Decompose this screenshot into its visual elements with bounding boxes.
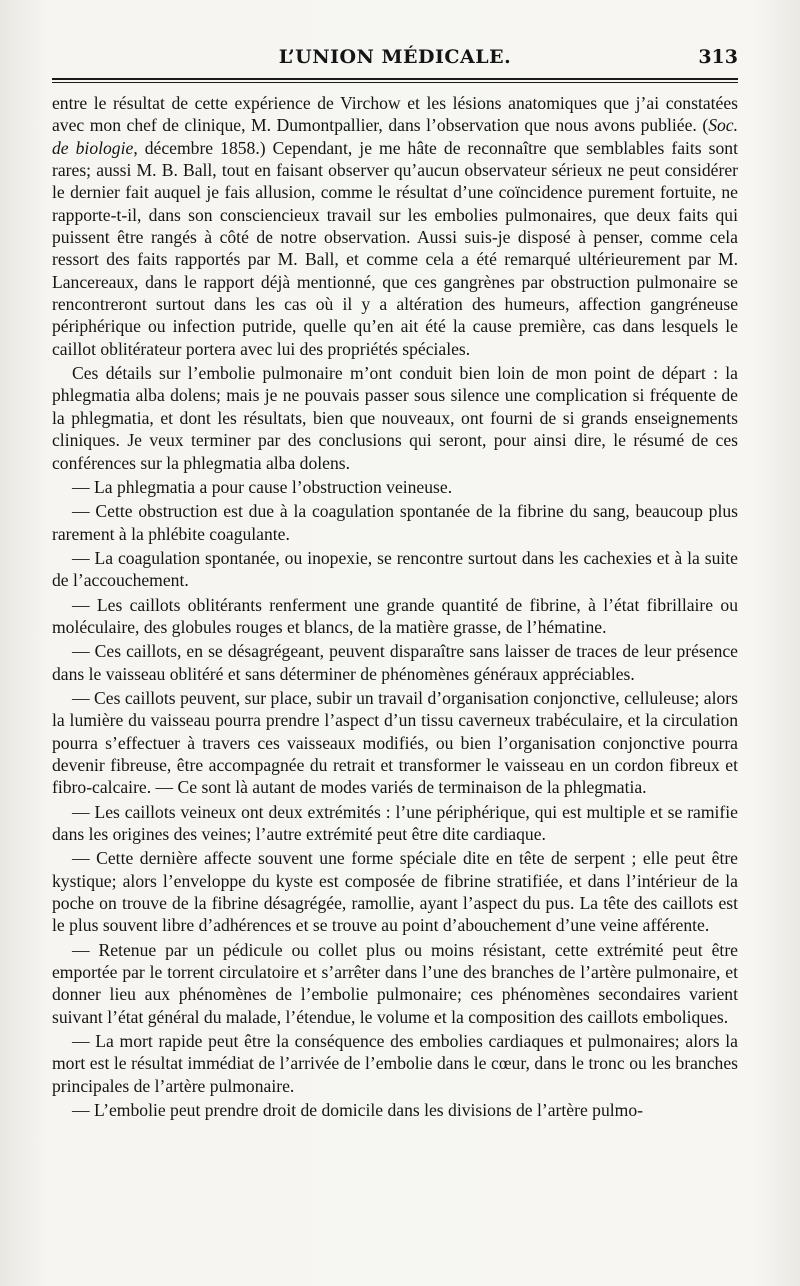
conclusion-item: — Retenue par un pédicule ou collet plus ou moins résistant, cette extrémité peut être emportée par le torrent circulatoire et s’arrêter dans l’une des branches de l’artère pulmonaire, et donner lieu aux phénomènes de l’embolie pulmonaire; ces phénomènes secondaires varient suivant l’état général du malade, l’étendue, le volume et la composition des caillots emboliques.: [52, 939, 738, 1027]
conclusion-item: — La phlegmatia a pour cause l’obstruction veineuse.: [72, 476, 453, 497]
conclusion-item: — Cette obstruction est due à la coagulation spontanée de la fibrine du sang, beaucoup plus rarement à la phlébite coagulante.: [52, 501, 738, 544]
conclusion-item: — L’embolie peut prendre droit de domicile dans les divisions de l’artère pulmo-: [72, 1100, 643, 1121]
conclusion-item: — Ces caillots, en se désagrégeant, peuvent disparaître sans laisser de traces de leur présence dans le vaisseau oblitéré et sans déterminer de phénomènes généraux appréciables.: [52, 641, 738, 684]
paragraph-text: entre le résultat de cette expérience de Virchow et les lésions anatomiques que j’ai constatées avec mon chef de clinique, M. Dumontpallier, dans l’observation que nous avons publiée. (: [52, 93, 738, 136]
running-title: L’UNION MÉDICALE.: [278, 46, 512, 68]
conclusion-item: — Les caillots oblitérants renferment une grande quantité de fibrine, à l’état fibrillaire ou moléculaire, des globules rouges et blancs, de la matière grasse, de l’hématine.: [52, 594, 738, 637]
body-text: [52, 92, 738, 1121]
page-number: 313: [698, 46, 738, 68]
page-header: [52, 44, 738, 74]
header-rule-thin: [52, 82, 738, 83]
conclusion-item: — Ces caillots peuvent, sur place, subir un travail d’organisation conjonctive, celluleuse; alors la lumière du vaisseau pourra prendre l’aspect d’un tissu caverneux trabéculaire, et la circulation pourra s’effectuer à travers ces vaisseaux modifiés, ou bien l’organisation conjonctive pourra devenir fibreuse, être accompagnée du retrait et transformer le vaisseau en un cordon fibreux et fibro-calcaire. — Ce sont là autant de modes variés de terminaison de la phlegmatia.: [52, 687, 738, 798]
conclusion-item: — La coagulation spontanée, ou inopexie, se rencontre surtout dans les cachexies et à la suite de l’accouchement.: [52, 547, 738, 591]
conclusion-item: — La mort rapide peut être la conséquence des embolies cardiaques et pulmonaires; alors la mort est le résultat immédiat de l’arrivée de l’embolie dans le cœur, dans le tronc ou les branches principales de l’artère pulmonaire.: [52, 1031, 738, 1096]
header-rule: [52, 78, 738, 80]
citation: Soc. de biologie: [52, 115, 738, 158]
paragraph: [52, 92, 738, 360]
paragraph-text: , décembre 1858.) Cependant, je me hâte de reconnaître que semblables faits sont rares; aussi M. B. Ball, tout en faisant observer qu’aucun observateur sérieux ne peut considérer le dernier fait auquel je fais allusion, comme le résultat d’une coïncidence purement fortuite, ne rapporte-t-il, dans son consciencieux travail sur les embolies pulmonaires, que deux faits qui puissent être rangés à côté de notre observation. Aussi suis-je disposé à penser, comme cela ressort des faits rapportés par M. Ball, et comme cela a été remarqué ultérieurement par M. Lancereaux, dans le rapport déjà mentionné, que ces gangrènes par obstruction pulmonaire se rencontreront surtout dans les cas où il y a altération des humeurs, affection gangréneuse périphérique ou infection putride, quelle qu’en ait été la cause première, cas dans lesquels le caillot oblitérateur portera avec lui des propriétés spéciales.: [52, 137, 738, 359]
conclusion-item: — Les caillots veineux ont deux extrémités : l’une périphérique, qui est multiple et se ramifie dans les origines des veines; l’autre extrémité peut être dite cardiaque.: [52, 801, 738, 844]
conclusion-item: — Cette dernière affecte souvent une forme spéciale dite en tête de serpent ; elle peut être kystique; alors l’enveloppe du kyste est composée de fibrine stratifiée, et dans l’intérieur de la poche on trouve de la fibrine désagrégée, ramollie, ayant l’aspect du pus. La tête des caillots est le plus souvent libre d’adhérences et se trouve au point d’abouchement d’une veine afférente.: [52, 848, 738, 936]
paragraph: Ces détails sur l’embolie pulmonaire m’ont conduit bien loin de mon point de départ : la phlegmatia alba dolens; mais je ne pouvais passer sous silence une complication si fréquente de la phlegmatia, et dont les résultats, bien que nouveaux, ont fourni de si grands enseignements cliniques. Je veux terminer par des conclusions qui seront, pour ainsi dire, le résumé de ces conférences sur la phlegmatia alba dolens.: [52, 363, 738, 473]
